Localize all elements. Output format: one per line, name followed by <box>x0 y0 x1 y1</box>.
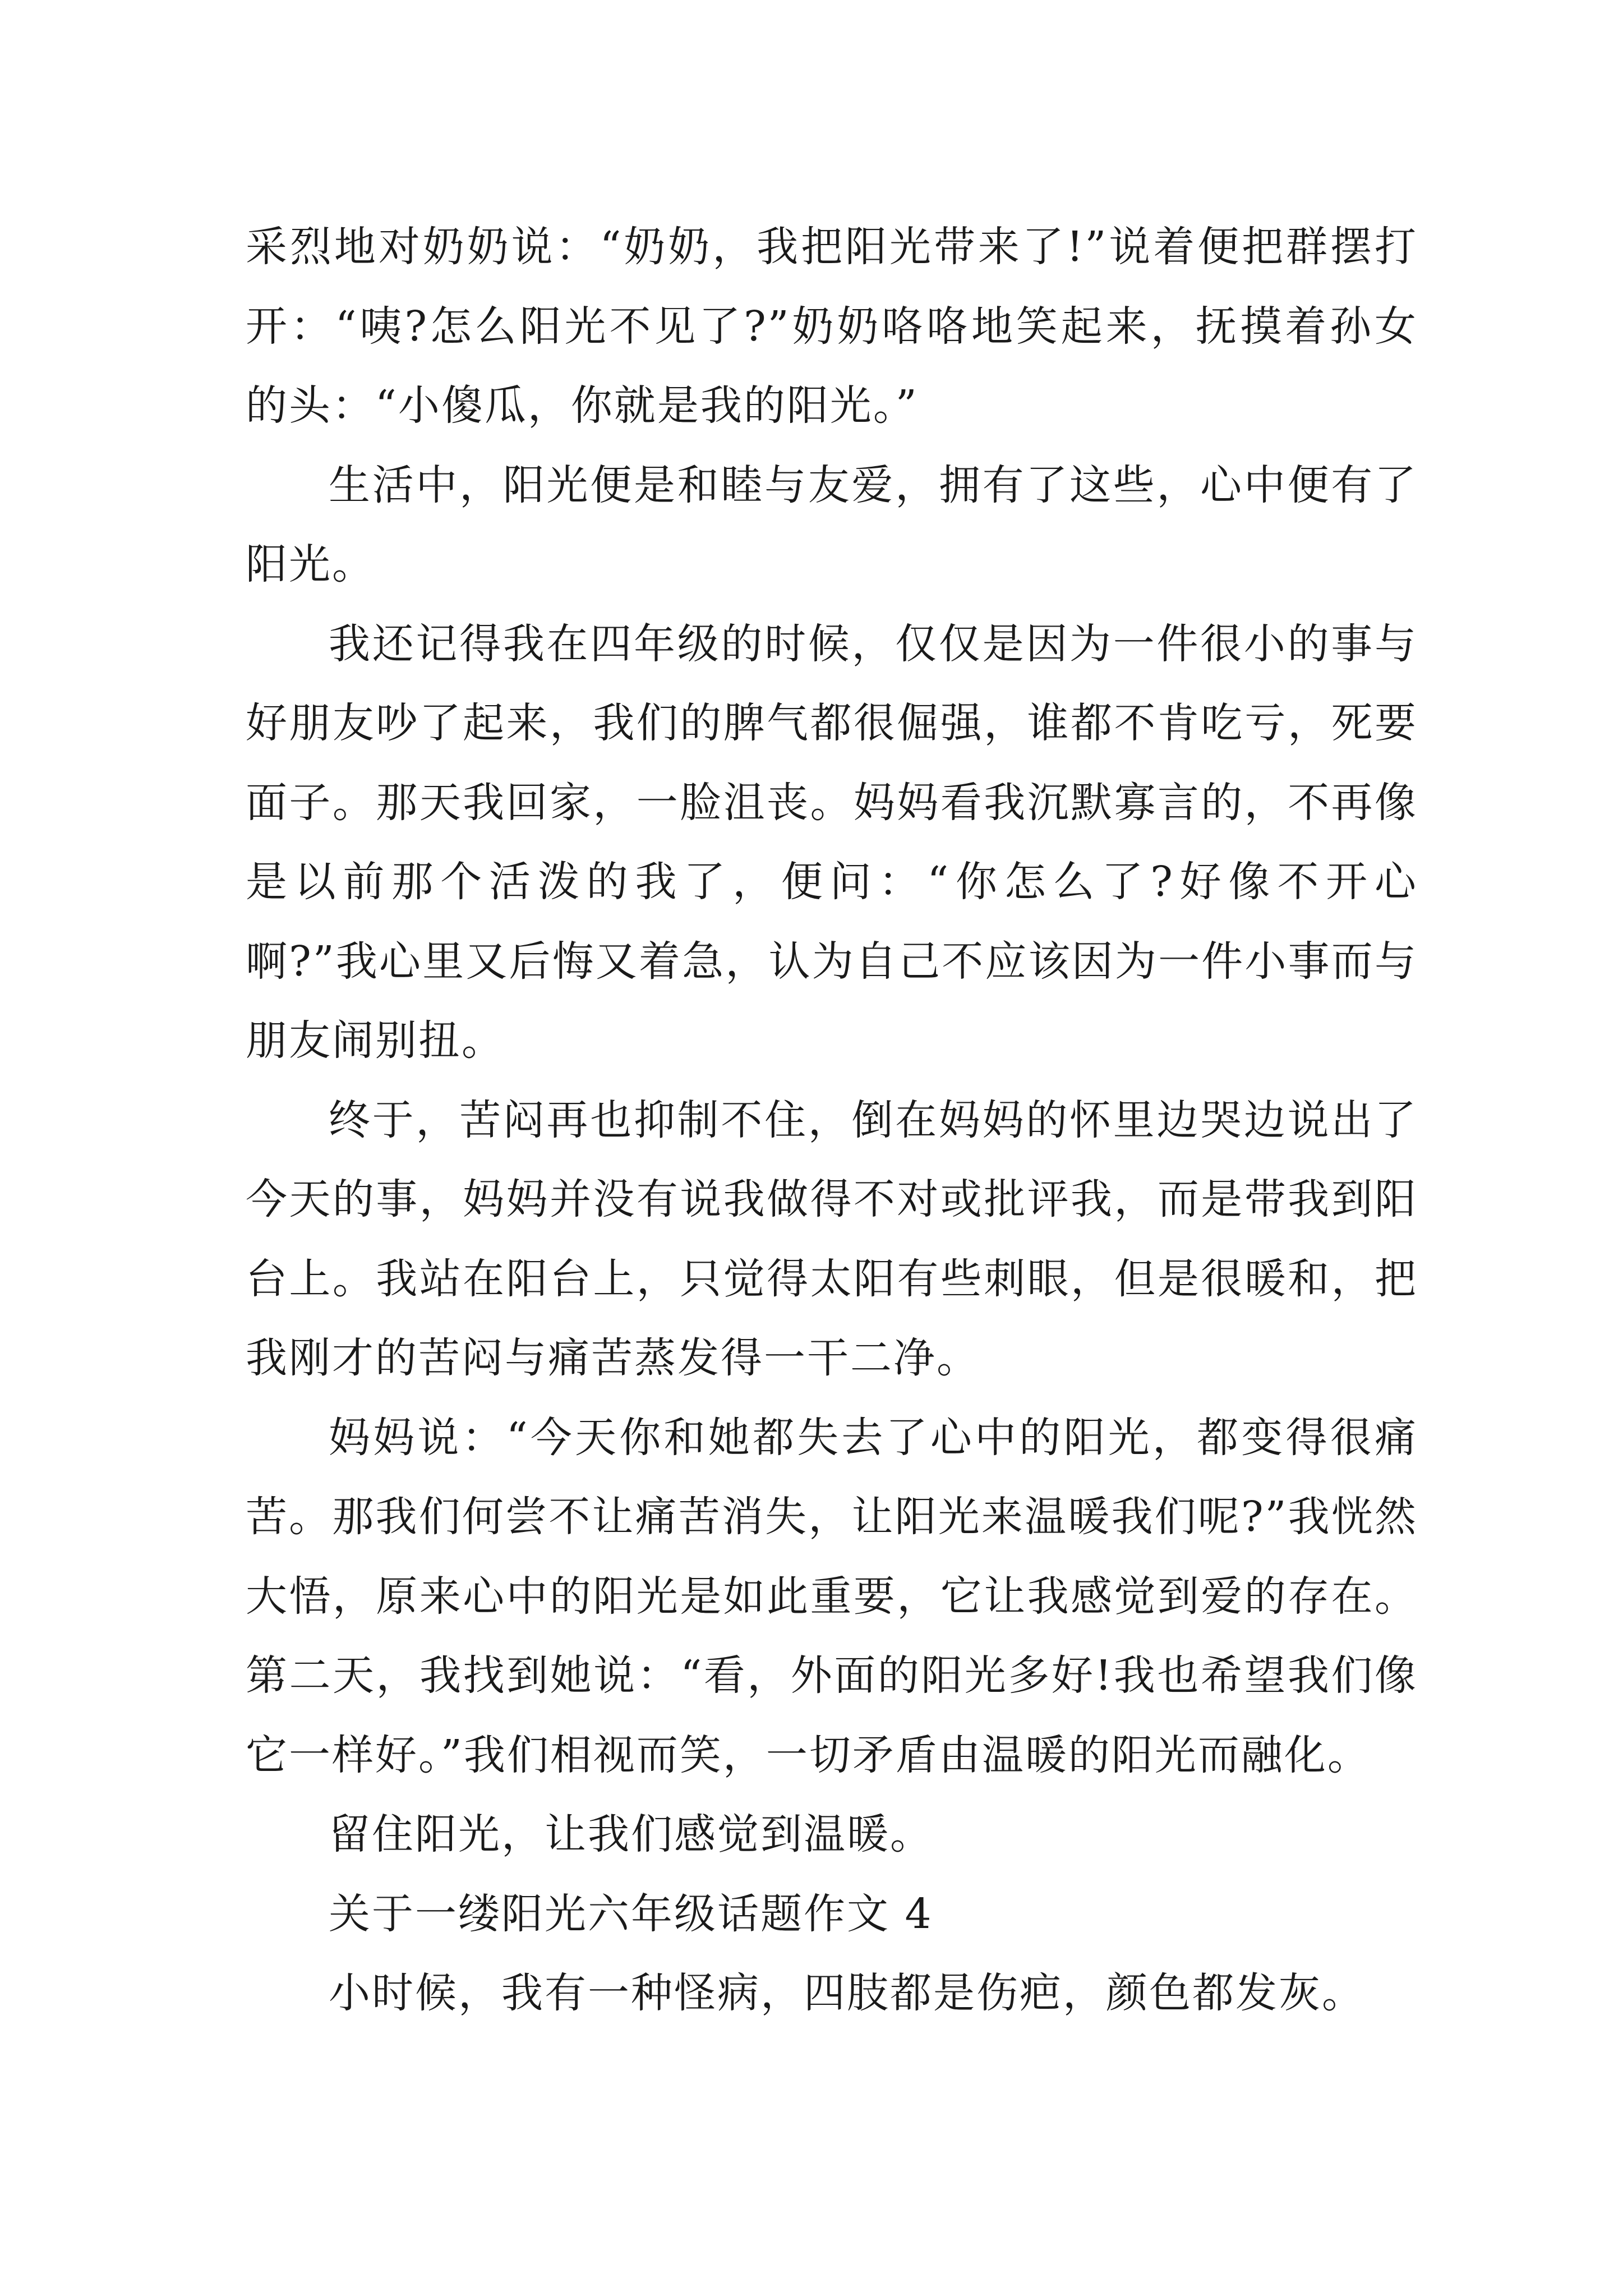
paragraph-keep-sunshine: 留住阳光，让我们感觉到温暖。 <box>329 1810 933 1858</box>
paragraph-childhood: 小时候，我有一种怪病，四肢都是伤疤，颜色都发灰。 <box>329 1969 1365 2017</box>
paragraph-mother-said: 妈妈说：“今天你和她都失去了心中的阳光，都变得很痛苦。那我们何尝不让痛苦消失，让阳光来温暖我们呢?”我恍然大悟，原来心中的阳光是如此重要，它让我感觉到爱的存在。第二天，我找到她说：“看，外面的阳光多好!我也希望我们像它一样好。”我们相视而笑，一切矛盾由温暖的阳光而融化。 <box>246 1413 1418 1779</box>
paragraph-fourth-grade: 我还记得我在四年级的时候，仅仅是因为一件很小的事与好朋友吵了起来，我们的脾气都很倔强，谁都不肯吃亏，死要面子。那天我回家，一脸沮丧。妈妈看我沉默寡言的，不再像是以前那个活泼的我了，便问：“你怎么了?好像不开心啊?”我心里又后悔又着急，认为自己不应该因为一件小事而与朋友闹别扭。 <box>246 619 1418 1065</box>
essay-heading: 关于一缕阳光六年级话题作文 4 <box>329 1889 933 1938</box>
paragraph-continuation: 采烈地对奶奶说：“奶奶，我把阳光带来了!”说着便把群摆打开：“咦?怎么阳光不见了?”奶奶咯咯地笑起来，抚摸着孙女的头：“小傻瓜，你就是我的阳光。” <box>246 223 1418 430</box>
document-body <box>246 208 1418 2033</box>
paragraph-balcony: 终于，苦闷再也抑制不住，倒在妈妈的怀里边哭边说出了今天的事，妈妈并没有说我做得不对或批评我，而是带我到阳台上。我站在阳台上，只觉得太阳有些刺眼，但是很暖和，把我刚才的苦闷与痛苦蒸发得一干二净。 <box>246 1096 1418 1382</box>
paragraph-life-sunshine: 生活中，阳光便是和睦与友爱，拥有了这些，心中便有了阳光。 <box>246 461 1418 588</box>
